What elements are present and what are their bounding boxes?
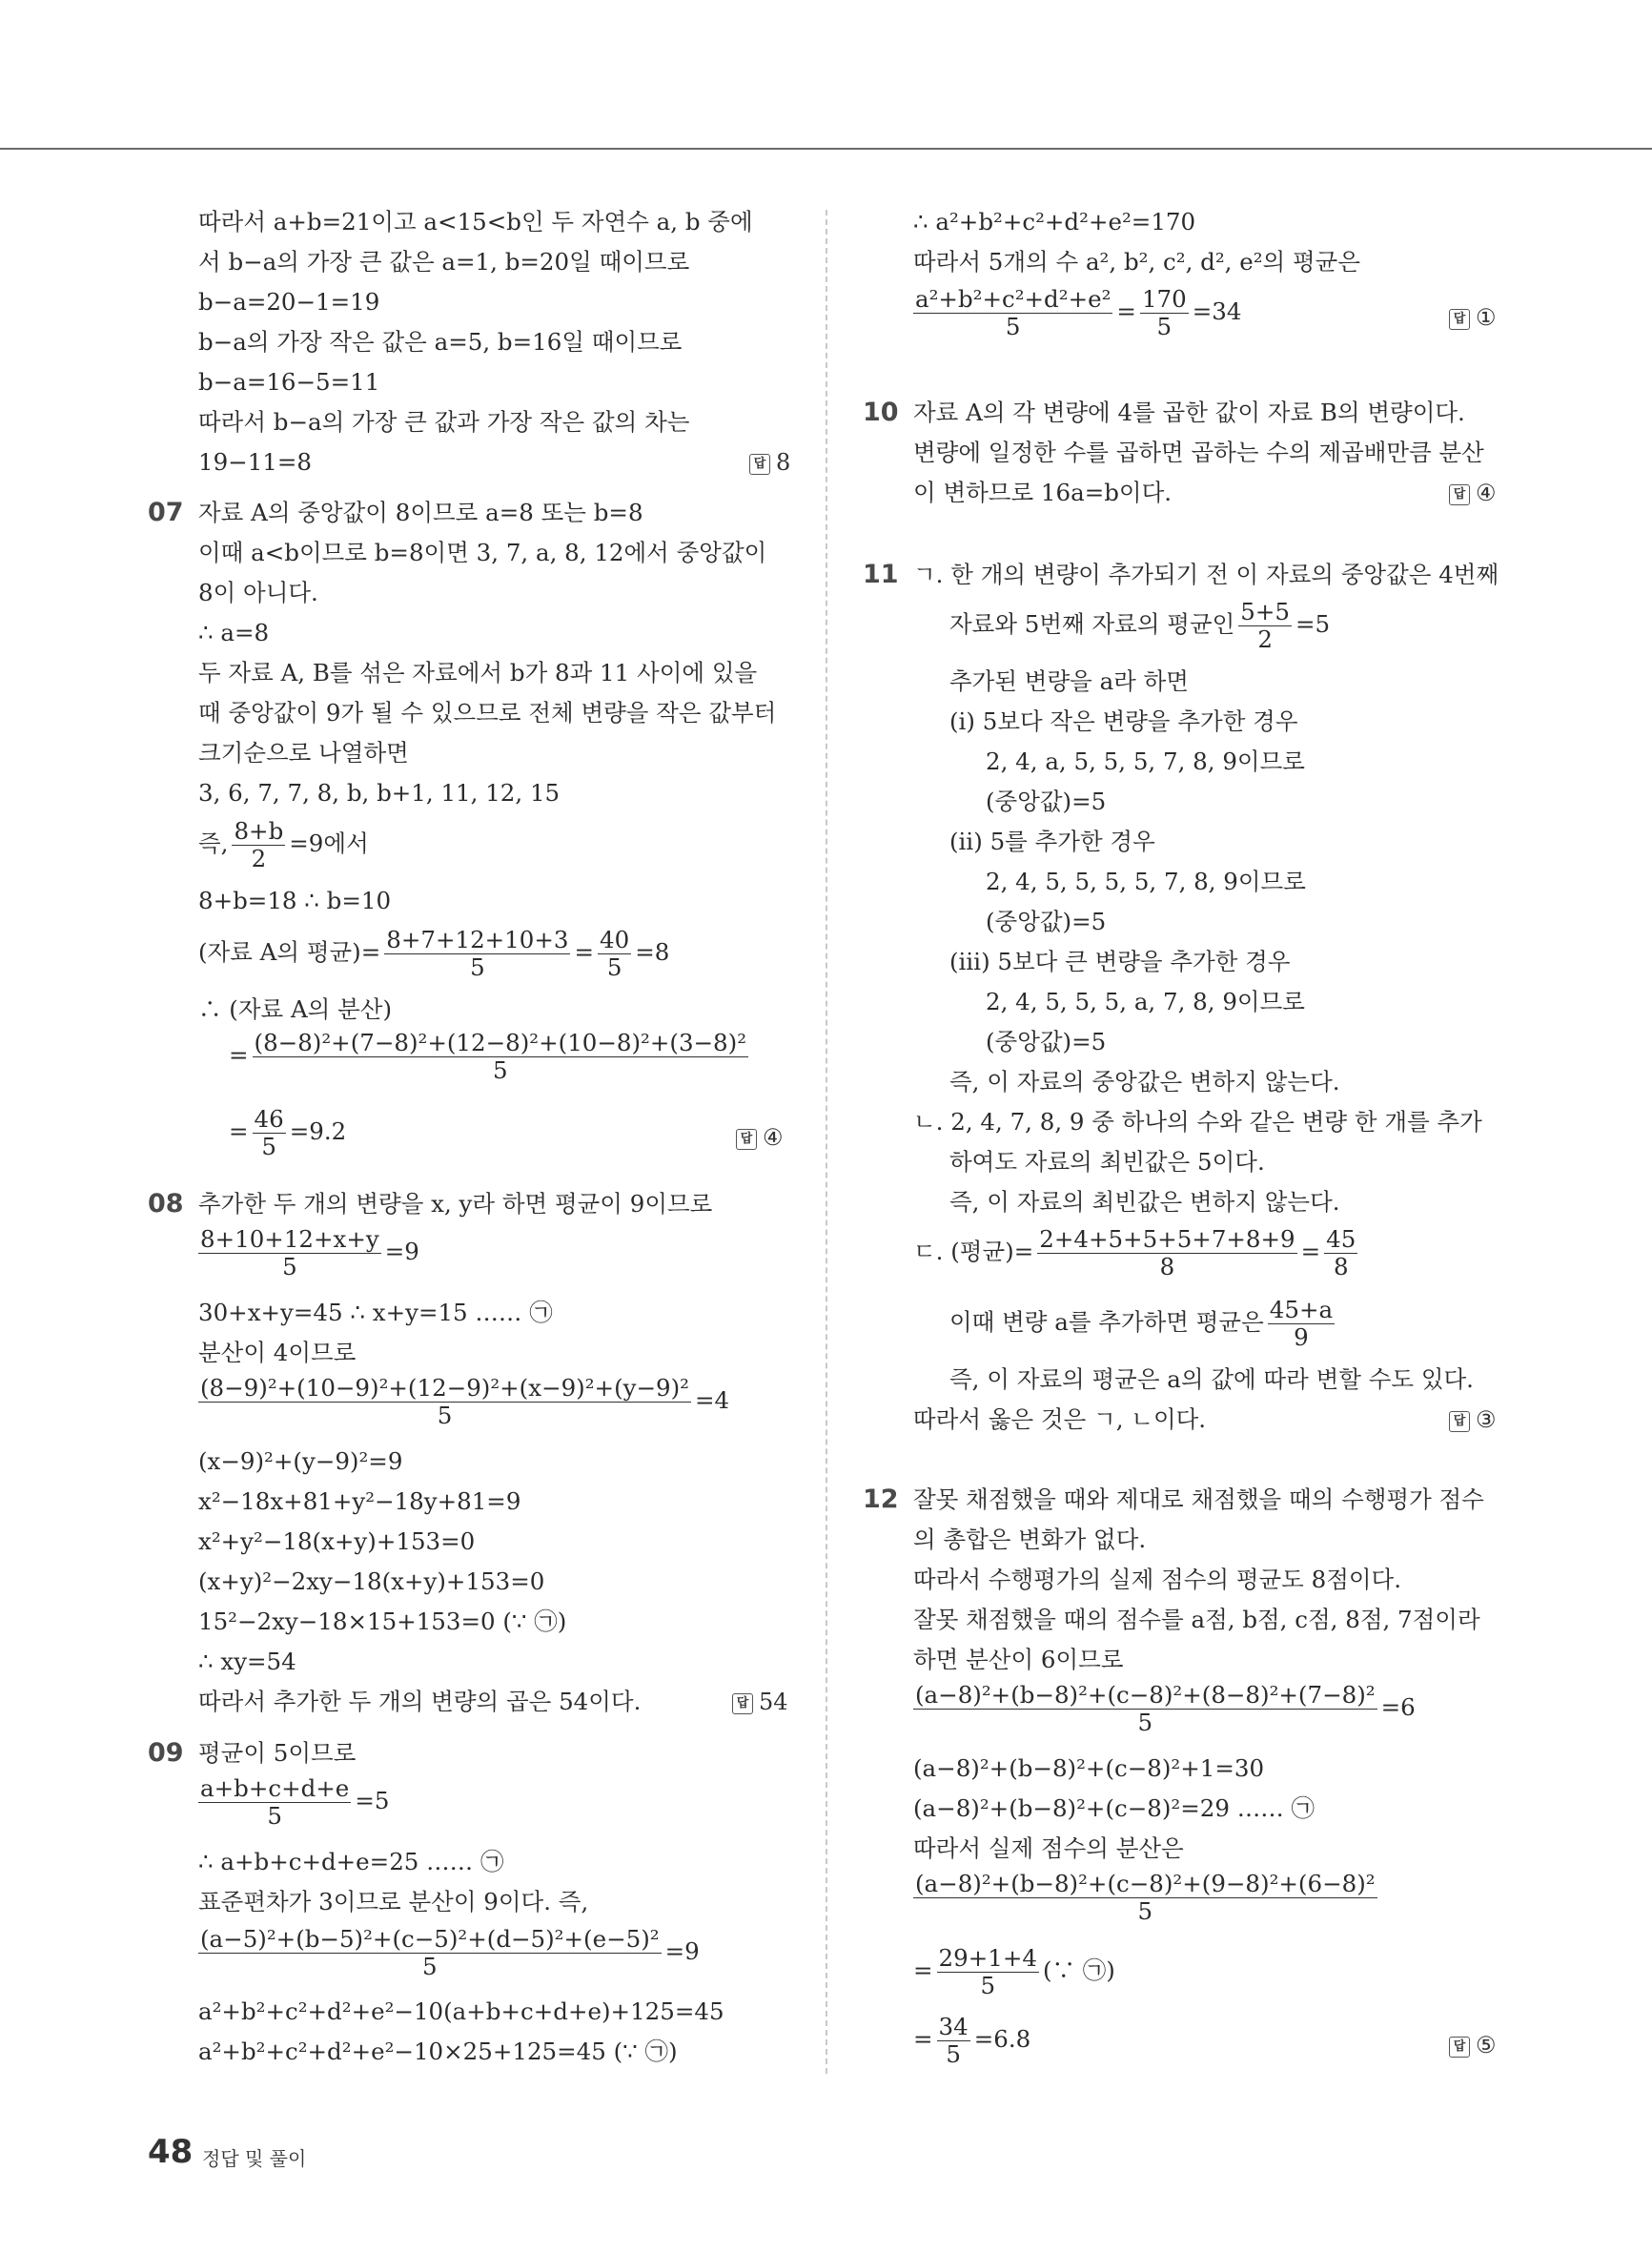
- solution-line: 따라서 수행평가의 실제 점수의 평균도 8점이다.: [913, 1566, 1401, 1593]
- case-line: 2, 4, a, 5, 5, 5, 7, 8, 9이므로: [986, 748, 1305, 775]
- fraction: $\frac{34}{5}$: [938, 2013, 969, 2068]
- answer-mark: 답 ④: [736, 1123, 784, 1152]
- header-rule: [0, 148, 1652, 150]
- answer-icon: 답: [1449, 484, 1470, 505]
- solution-line: ㄱ. 한 개의 변량이 추가되기 전 이 자료의 중앙값은 4번째: [913, 561, 1499, 588]
- solution-line: 자료 A의 중앙값이 8이므로 a=8 또는 b=8: [198, 499, 643, 526]
- equation: ∴ (자료 A의 분산): [198, 995, 393, 1023]
- solution-line: 추가한 두 개의 변량을 x, y라 하면 평균이 9이므로: [198, 1190, 713, 1218]
- equation: 자료와 5번째 자료의 평균인 $\frac{5+5}{2}$ =5: [949, 598, 1331, 653]
- equation: $\frac{\text{(a−8)²+(b−8)²+(c−8)²+(8−8)²+(7−8)²}}{5}$ =6: [915, 1681, 1416, 1736]
- answer-icon: 답: [736, 1129, 757, 1150]
- case-line: (중앙값)=5: [986, 1028, 1107, 1055]
- solution-line: 이 변하므로 16a=b이다.: [913, 479, 1173, 506]
- equation: ㄷ. (평균)= $\frac{2+4+5+5+5+7+8+9}{8}$ = $\frac{45}{8}$: [913, 1225, 1356, 1280]
- fraction: $\frac{40}{5}$: [600, 926, 630, 981]
- solution-line: 잘못 채점했을 때와 제대로 채점했을 때의 수행평가 점수: [913, 1485, 1484, 1513]
- fraction: $\frac{8+b}{2}$: [234, 817, 284, 872]
- solution-line: ㄴ. 2, 4, 7, 8, 9 중 하나의 수와 같은 변량 한 개를 추가: [913, 1108, 1482, 1136]
- equation: (a−8)²+(b−8)²+(c−8)²=29 …… ㉠: [913, 1794, 1315, 1822]
- fraction: $\frac{45+a}{9}$: [1269, 1296, 1334, 1351]
- footer-title: 정답 및 풀이: [202, 2147, 307, 2170]
- problem-number: 11: [863, 560, 899, 589]
- fraction: $\frac{8+10+12+x+y}{5}$: [200, 1225, 379, 1280]
- problem-number: 07: [148, 498, 184, 527]
- solution-line: 따라서 옳은 것은 ㄱ, ㄴ이다.: [913, 1405, 1207, 1433]
- equation: $\frac{\text{a²+b²+c²+d²+e²}}{5}$ = $\frac{170}{5}$ =34: [915, 285, 1242, 340]
- equation: 15²−2xy−18×15+153=0 (∵ ㉠): [198, 1608, 567, 1635]
- solution-line: 평균이 5이므로: [198, 1739, 357, 1767]
- solution-line: 3, 6, 7, 7, 8, b, b+1, 11, 12, 15: [198, 779, 561, 807]
- fraction: $\frac{\text{(a−8)²+(b−8)²+(c−8)²+(8−8)²+(7−8)²}}{5}$: [915, 1681, 1376, 1736]
- answer-icon: 답: [1449, 1411, 1470, 1432]
- equation: x²+y²−18(x+y)+153=0: [198, 1527, 476, 1555]
- solution-line: 때 중앙값이 9가 될 수 있으므로 전체 변량을 작은 값부터: [198, 699, 777, 727]
- solution-line: 8이 아니다.: [198, 579, 318, 606]
- intro-line: b−a=20−1=19: [198, 288, 380, 316]
- answer-mark: 답 ①: [1449, 303, 1497, 332]
- equation: = $\frac{29+1+4}{5}$ (∵ ㉠): [913, 1944, 1115, 1999]
- fraction: $\frac{a+b+c+d+e}{5}$: [200, 1774, 350, 1830]
- fraction: $\frac{29+1+4}{5}$: [938, 1944, 1037, 1999]
- fraction: $\frac{8+7+12+10+3}{5}$: [386, 926, 569, 981]
- intro-line: b−a=16−5=11: [198, 368, 380, 396]
- equation: = $\frac{34}{5}$ =6.8: [913, 2013, 1031, 2068]
- equation: 30+x+y=45 ∴ x+y=15 …… ㉠: [198, 1299, 553, 1326]
- equation: [909, 1871, 1381, 1925]
- answer-icon: 답: [1449, 2037, 1470, 2058]
- equation: $\frac{a+b+c+d+e}{5}$ =5: [200, 1774, 390, 1830]
- solution-line: 즉, 이 자료의 최빈값은 변하지 않는다.: [949, 1188, 1340, 1216]
- equation: (x+y)²−2xy−18(x+y)+153=0: [198, 1567, 545, 1595]
- equation: $\frac{\text{(a−5)²+(b−5)²+(c−5)²+(d−5)²+(e−5)²}}{5}$ =9: [200, 1925, 700, 1980]
- equation: (a−8)²+(b−8)²+(c−8)²+1=30: [913, 1754, 1265, 1782]
- solution-line: 의 총합은 변화가 없다.: [913, 1526, 1147, 1553]
- intro-line: 서 b−a의 가장 큰 값은 a=1, b=20일 때이므로: [198, 248, 690, 276]
- equation: = $\frac{\text{(8−8)²+(7−8)²+(12−8)²+(10−8)²+(3−8)²}}{5}$: [229, 1029, 747, 1084]
- equation: 이때 변량 a를 추가하면 평균은 $\frac{45+a}{9}$: [949, 1296, 1334, 1351]
- case-line: (ⅱ) 5를 추가한 경우: [949, 828, 1155, 855]
- solution-line: 따라서 실제 점수의 분산은: [913, 1834, 1184, 1862]
- equation: = $\frac{46}{5}$ =9.2: [229, 1105, 347, 1160]
- solution-line: 이때 a<b이므로 b=8이면 3, 7, a, 8, 12에서 중앙값이: [198, 539, 767, 566]
- solution-line: 잘못 채점했을 때의 점수를 a점, b점, c점, 8점, 7점이라: [913, 1606, 1480, 1633]
- solution-line: 따라서 5개의 수 a², b², c², d², e²의 평균은: [913, 248, 1361, 276]
- case-line: (ⅰ) 5보다 작은 변량을 추가한 경우: [949, 707, 1298, 735]
- solution-line: 자료 A의 각 변량에 4를 곱한 값이 자료 B의 변량이다.: [913, 399, 1465, 426]
- equation: (x−9)²+(y−9)²=9: [198, 1447, 403, 1475]
- solution-line: 하면 분산이 6이므로: [913, 1646, 1124, 1673]
- page-number: 48: [148, 2133, 194, 2171]
- answer-mark: 답 ③: [1449, 1405, 1497, 1434]
- equation: ∴ xy=54: [198, 1648, 296, 1675]
- case-line: (중앙값)=5: [986, 788, 1107, 815]
- answer-icon: 답: [732, 1693, 753, 1714]
- problem-number: 10: [863, 398, 899, 427]
- equation: 즉, $\frac{8+b}{2}$ =9에서: [198, 817, 369, 872]
- solution-line: 분산이 4이므로: [198, 1339, 357, 1366]
- equation: a²+b²+c²+d²+e²−10(a+b+c+d+e)+125=45: [198, 1997, 724, 2025]
- solution-line: 즉, 이 자료의 평균은 a의 값에 따라 변할 수도 있다.: [949, 1365, 1474, 1393]
- equation: $\frac{8+10+12+x+y}{5}$ =9: [200, 1225, 419, 1280]
- answer-mark: 답 ④: [1449, 479, 1497, 507]
- solution-line: ∴ a=8: [198, 619, 270, 646]
- answer-icon: 답: [749, 454, 770, 475]
- solution-line: 표준편차가 3이므로 분산이 9이다. 즉,: [198, 1888, 589, 1915]
- fraction: $\frac{45}{8}$: [1326, 1225, 1356, 1280]
- intro-line: 19−11=8: [198, 448, 312, 476]
- case-line: (ⅲ) 5보다 큰 변량을 추가한 경우: [949, 948, 1291, 975]
- solution-line: 크기순으로 나열하면: [198, 739, 409, 767]
- fraction: $\frac{\text{(a−8)²+(b−8)²+(c−8)²+(9−8)²+(6−8)²}}{5}$: [915, 1870, 1376, 1925]
- solution-line: 하여도 자료의 최빈값은 5이다.: [949, 1148, 1265, 1176]
- fraction: $\frac{5+5}{2}$: [1240, 598, 1291, 653]
- problem-number: 12: [863, 1485, 899, 1514]
- case-line: (중앙값)=5: [986, 908, 1107, 935]
- equation: x²−18x+81+y²−18y+81=9: [198, 1487, 521, 1515]
- equation: a²+b²+c²+d²+e²−10×25+125=45 (∵ ㉠): [198, 2038, 678, 2065]
- solution-line: 변량에 일정한 수를 곱하면 곱하는 수의 제곱배만큼 분산: [913, 439, 1484, 466]
- intro-line: b−a의 가장 작은 값은 a=5, b=16일 때이므로: [198, 328, 683, 356]
- fraction: $\frac{2+4+5+5+5+7+8+9}{8}$: [1039, 1225, 1295, 1280]
- case-line: 2, 4, 5, 5, 5, 5, 7, 8, 9이므로: [986, 868, 1306, 895]
- equation: (자료 A의 평균)= $\frac{8+7+12+10+3}{5}$ = $\frac{40}{5}$ =8: [198, 926, 670, 981]
- answer-icon: 답: [1449, 309, 1470, 330]
- fraction: $\frac{46}{5}$: [254, 1105, 284, 1160]
- fraction: $\frac{\text{(a−5)²+(b−5)²+(c−5)²+(d−5)²+(e−5)²}}{5}$: [200, 1925, 660, 1980]
- solution-line: 두 자료 A, B를 섞은 자료에서 b가 8과 11 사이에 있을: [198, 659, 758, 686]
- solution-line: 즉, 이 자료의 중앙값은 변하지 않는다.: [949, 1068, 1340, 1096]
- answer-mark: 답 ⑤: [1449, 2031, 1497, 2059]
- column-divider: [826, 210, 827, 2074]
- fraction: $\frac{170}{5}$: [1141, 285, 1187, 340]
- equation: ∴ a+b+c+d+e=25 …… ㉠: [198, 1848, 504, 1875]
- case-line: 2, 4, 5, 5, 5, a, 7, 8, 9이므로: [986, 988, 1305, 1015]
- fraction: $\frac{\text{a²+b²+c²+d²+e²}}{5}$: [915, 285, 1112, 340]
- intro-line: 따라서 b−a의 가장 큰 값과 가장 작은 값의 차는: [198, 408, 690, 436]
- equation: ∴ a²+b²+c²+d²+e²=170: [913, 208, 1196, 236]
- answer-mark: 답 54: [732, 1688, 788, 1716]
- problem-number: 09: [148, 1738, 184, 1768]
- solution-line: 따라서 추가한 두 개의 변량의 곱은 54이다.: [198, 1688, 642, 1715]
- equation: $\frac{\text{(8−9)²+(10−9)²+(12−9)²+(x−9)²+(y−9)²}}{5}$ =4: [200, 1374, 730, 1429]
- intro-line: 따라서 a+b=21이고 a<15<b인 두 자연수 a, b 중에: [198, 208, 753, 236]
- fraction: $\frac{\text{(8−8)²+(7−8)²+(12−8)²+(10−8)²+(3−8)²}}{5}$: [254, 1029, 747, 1084]
- problem-number: 08: [148, 1189, 184, 1219]
- equation: 8+b=18 ∴ b=10: [198, 887, 392, 914]
- solution-line: 추가된 변량을 a라 하면: [949, 667, 1189, 695]
- answer-mark: 답 8: [749, 448, 790, 477]
- fraction: $\frac{\text{(8−9)²+(10−9)²+(12−9)²+(x−9)²+(y−9)²}}{5}$: [200, 1374, 689, 1429]
